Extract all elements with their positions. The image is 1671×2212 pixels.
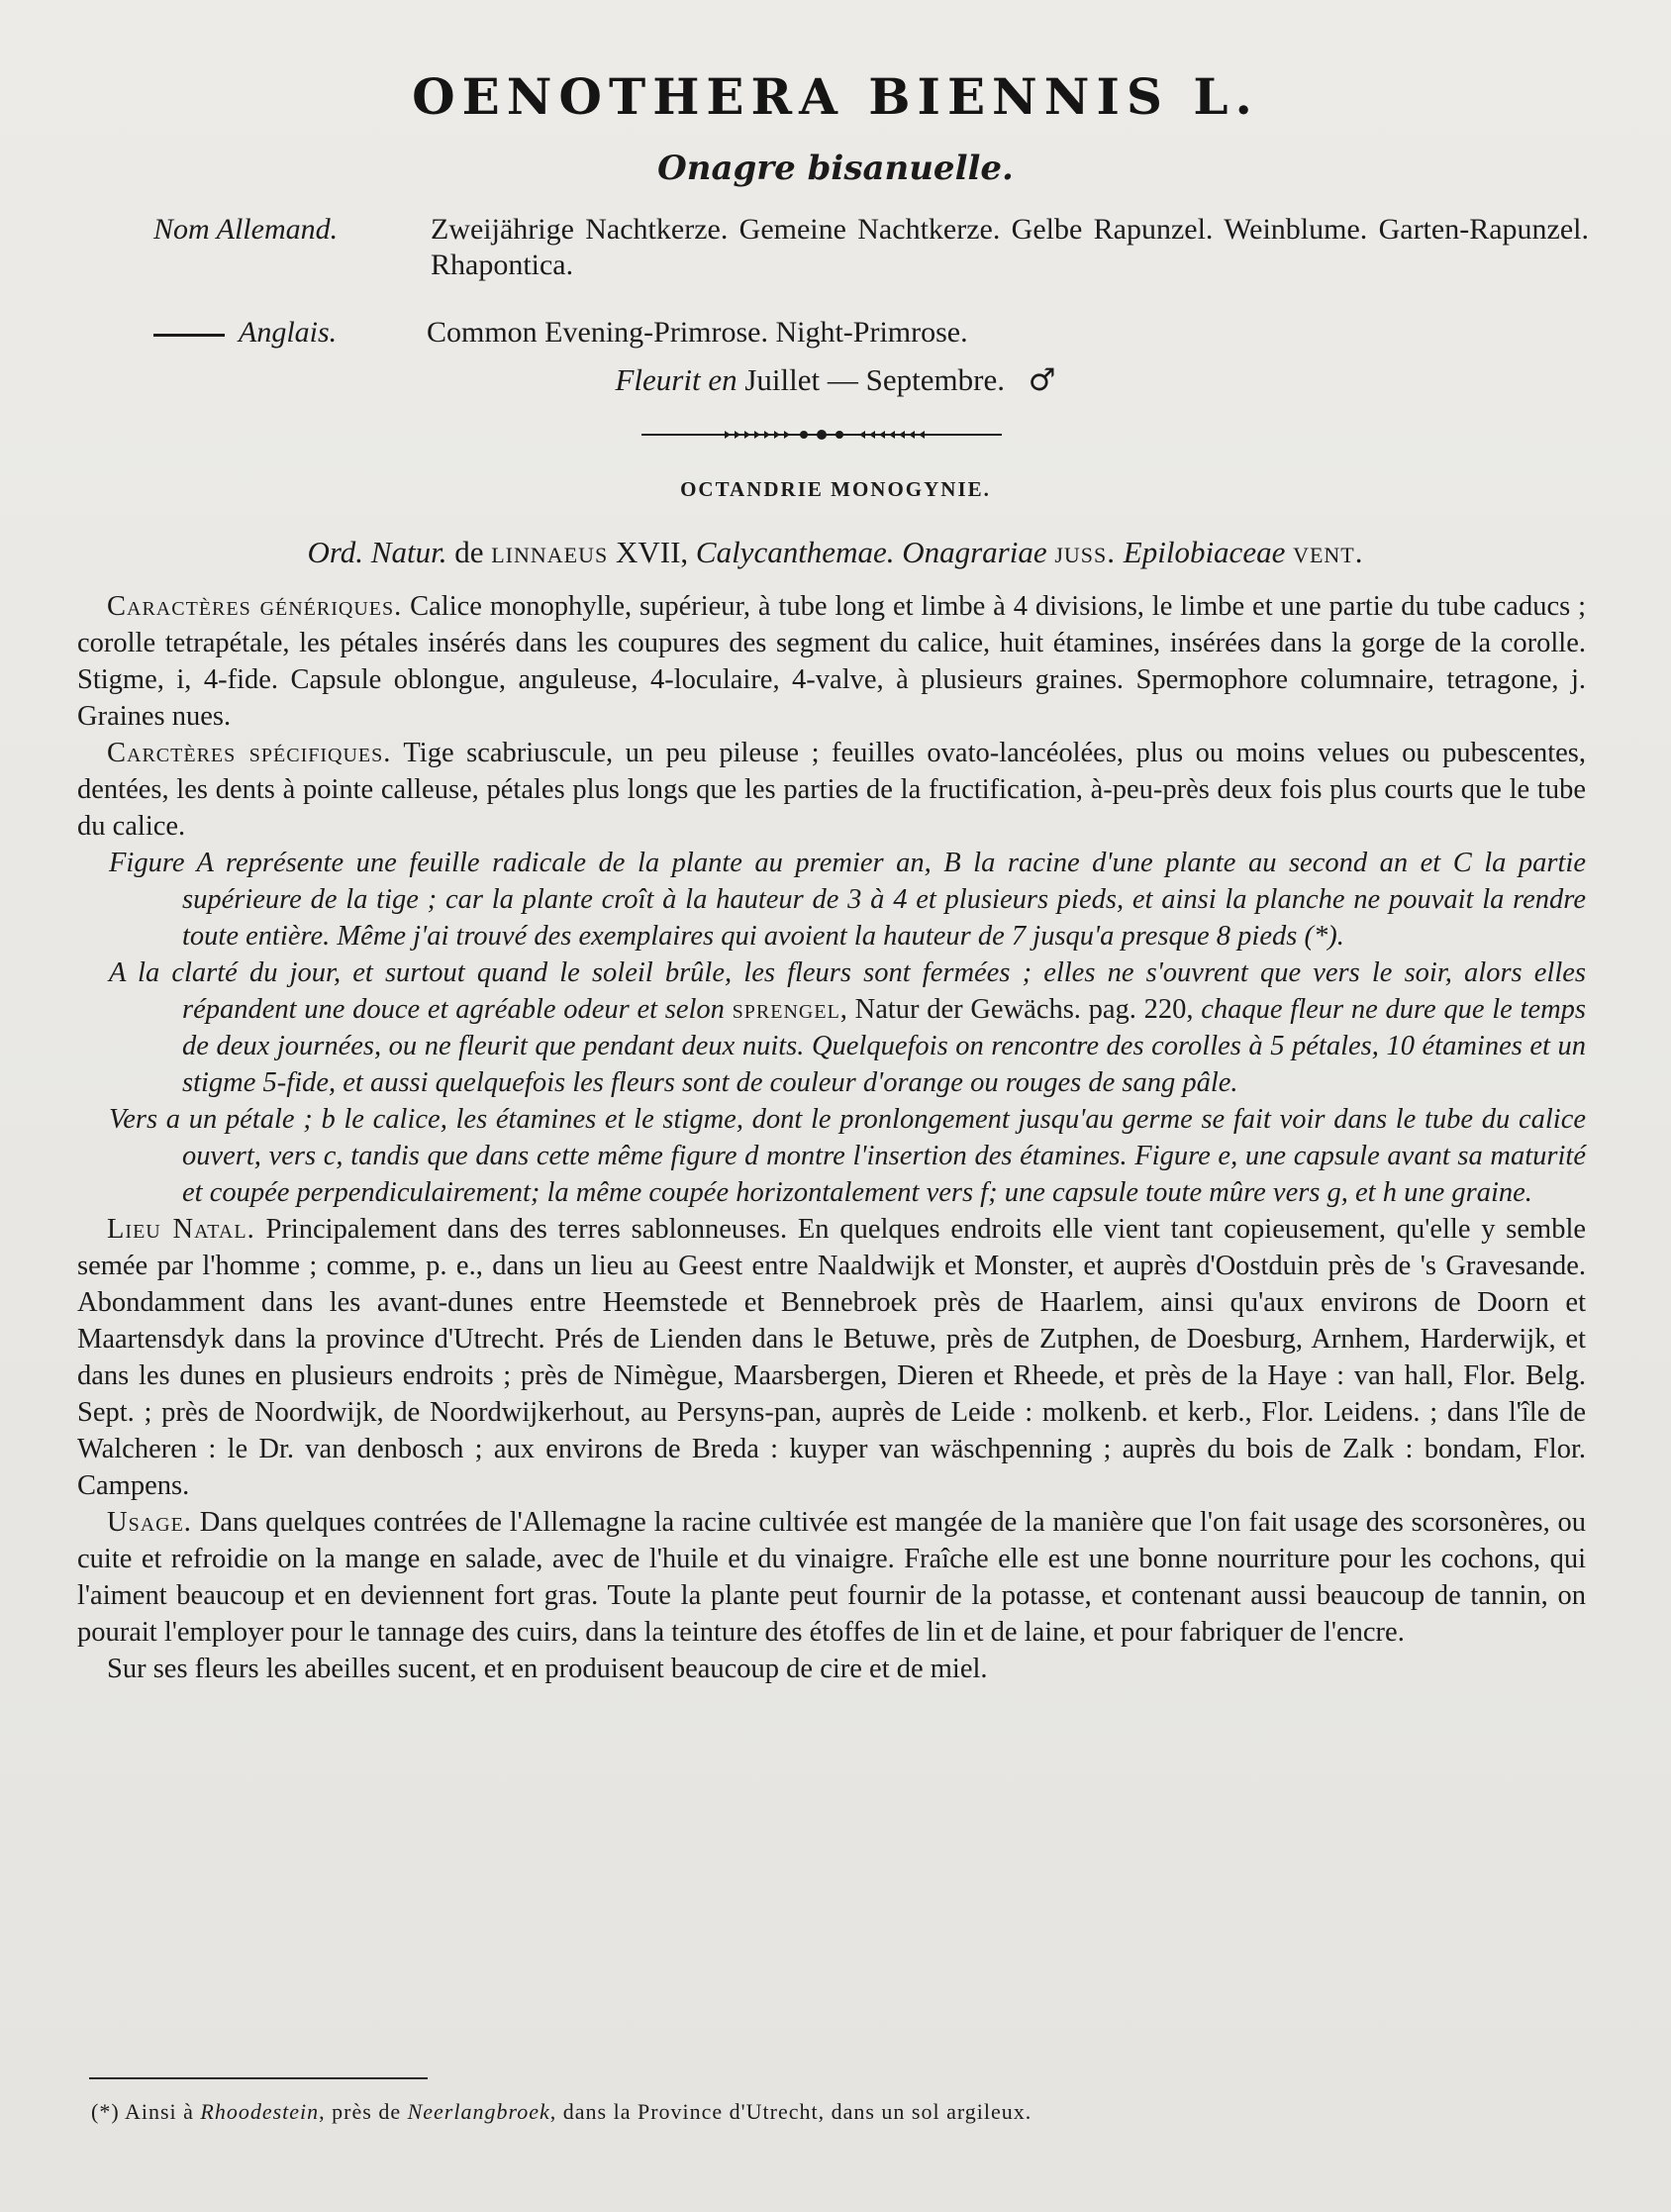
flowering-label: Fleurit en: [615, 362, 737, 397]
ditto-dash: [153, 334, 225, 337]
ornamental-divider: [641, 428, 1002, 442]
section-head: Usage.: [107, 1507, 192, 1538]
section-text: Tige scabriuscule, un peu pileuse ; feuilles ovato-lancéolées, plus ou moins velues ou pubescentes, dentées, les dents à pointe calleuse, pétales plus longs que les parties de la fructification, à-peu-près deux fois plus courts que le tube du calice.: [77, 738, 1586, 842]
section-text: Principalement dans des terres sablonneuses. En quelques endroits elle vient tant copieusement, qu'elle y semble semée par l'homme ; comme, p. e., dans un lieu au Geest entre Naaldwijk et Monster, et auprès d'Oostduin près de 's Gravesande. Abondamment dans les avant-dunes entre Heemstede et Bennebroek près de Haarlem, ainsi qu'aux environs de Doorn et Maartensdyk dans la province d'Utrecht. Prés de Lienden dans le Betuwe, près de Zutphen, de Doesburg, Arnhem, Harderwijk, et dans les dunes en plusieurs endroits ; près de Nimègue, Maarsbergen, Dieren et Rheede, et près de la Haye : van hall, Flor. Belg. Sept. ; près de Noordwijk, de Noordwijkerhout, au Persyns-pan, auprès de Leide : molkenb. et kerb., Flor. Leidens. ; dans l'île de Walcheren : le Dr. van denbosch ; aux environs de Breda : kuyper van wäschpenning ; auprès du bois de Zalk : bondam, Flor. Campens.: [77, 1214, 1587, 1501]
figure-details: Vers a un pétale ; b le calice, les étamines et le stigme, dont le pronlongement jusqu'au germe se fait voir dans le tube du calice ouvert, vers c, tandis que dans cette même figure d montre l'insertion des étamines. Figure e, une capsule avant sa maturité et coupée perpendiculairement; la même coupée horizontalement vers f; une capsule toute mûre vers g, et h une graine.: [109, 1104, 1586, 1208]
generic-characters: [77, 588, 1586, 735]
footnote-text: , dans la Province d'Utrecht, dans un sol argileux.: [549, 2099, 1032, 2124]
linnaean-class: OCTANDRIE MONOGYNIE.: [680, 477, 991, 501]
section-head: Lieu Natal.: [107, 1214, 255, 1245]
flower-behaviour: [77, 955, 1586, 1101]
specific-characters: [77, 735, 1586, 845]
footnote-text: , près de: [319, 2099, 402, 2124]
section-head: Carctères spécifiques.: [107, 738, 392, 768]
ord-text: de: [454, 535, 484, 569]
description-body: [77, 588, 1586, 1687]
author-juss: juss.: [1054, 535, 1117, 569]
footnote-place: Rhoodestein: [200, 2099, 320, 2124]
usage: [77, 1504, 1586, 1651]
page-title: OENOTHERA BIENNIS L.: [412, 67, 1259, 126]
section-text: chaque fleur ne dure que le temps de deux journées, ou ne fleurit que pendant deux nuits. Quelquefois on rencontre des corolles à 5 pétales, 10 étamines et un stigme 5-fide, et aussi quelquefois les fleurs sont de couleur d'orange ou rouges de sang pâle.: [182, 994, 1587, 1098]
flowering-line: [0, 362, 1671, 398]
footnote-mark: (*): [91, 2099, 120, 2124]
author-sprengel: sprengel: [732, 994, 840, 1025]
ord-number: XVII,: [615, 535, 689, 569]
footnote-text: Ainsi à: [124, 2099, 194, 2124]
section-head: Caractères génériques.: [107, 591, 403, 622]
section-text: Dans quelques contrées de l'Allemagne la racine cultivée est mangée de la manière que l'on fait usage des scorsonères, ou cuite et refroidie on la mange en salade, avec de l'huile et du vinaigre. Fraîche elle est une bonne nourriture pour les cochons, qui l'aiment beaucoup et en deviennent fort gras. Toute la plante peut fournir de la potasse, et contenant aussi beaucoup de tannin, on pourait l'employer pour le tannage des cuirs, dans la teinture des étoffes de lin et de laine, et pour fabriquer de l'encre.: [77, 1507, 1586, 1648]
biennial-symbol: ♂: [1028, 362, 1056, 398]
section-text: Calice monophylle, supérieur, à tube long et limbe à 4 divisions, le limbe et une partie du tube caducs ; corolle tetrapétale, les pétales insérés dans les coupures des segment du calice, huit étamines, insérées dans la gorge de la corolle. Stigme, i, 4-fide. Capsule oblongue, anguleuse, 4-loculaire, 4-valve, à plusieurs graines. Spermophore columnaire, tetragone, j. Graines nues.: [77, 591, 1586, 732]
english-label-wrap: [153, 315, 337, 351]
figure-description: Figure A représente une feuille radicale de la plante au premier an, B la racine d'une plante au second an et C la partie supérieure de la tige ; car la plante croît à la hauteur de 3 à 4 et plusieurs pieds, et ainsi la planche ne pouvait la rendre toute entière. Même j'ai trouvé des exemplaires qui avoient la hauteur de 7 jusqu'a presque 8 pieds (*).: [109, 848, 1586, 952]
reference-text: , Natur der Gewächs. pag. 220,: [839, 994, 1194, 1025]
english-names: [153, 315, 1589, 351]
ord-family-epilobiaceae: Epilobiaceae: [1123, 535, 1286, 569]
flowering-value: Juillet — Septembre.: [744, 362, 1005, 397]
ord-families: Calycanthemae. Onagrariae: [695, 535, 1047, 569]
german-value: Zweijährige Nachtkerze. Gemeine Nachtkerze. Gelbe Rapunzel. Weinblume. Garten-Rapunzel. Rhapontica.: [431, 213, 1589, 281]
english-value: Common Evening-Primrose. Night-Primrose.: [427, 316, 968, 349]
bees-note: Sur ses fleurs les abeilles sucent, et en produisent beaucoup de cire et de miel.: [107, 1654, 988, 1684]
footnote-place: Neerlangbroek: [407, 2099, 550, 2124]
section-text: A la clarté du jour, et surtout quand le soleil brûle, les fleurs sont fermées ; elles ne s'ouvrent que vers le soir, alors elles répandent une douce et agréable odeur et selon: [109, 957, 1586, 1025]
footnote: [91, 2099, 1576, 2125]
english-label: Anglais.: [239, 316, 338, 349]
native-habitat: [77, 1211, 1586, 1504]
german-label: Nom Allemand.: [153, 213, 339, 246]
german-names: [153, 212, 1589, 285]
french-name: Onagre bisanuelle.: [657, 149, 1014, 188]
author-vent: vent.: [1293, 535, 1364, 569]
natural-order-line: [0, 535, 1671, 570]
author-linnaeus: linnaeus: [491, 535, 609, 569]
footnote-rule: [89, 2077, 428, 2079]
ord-label: Ord. Natur.: [307, 535, 447, 569]
